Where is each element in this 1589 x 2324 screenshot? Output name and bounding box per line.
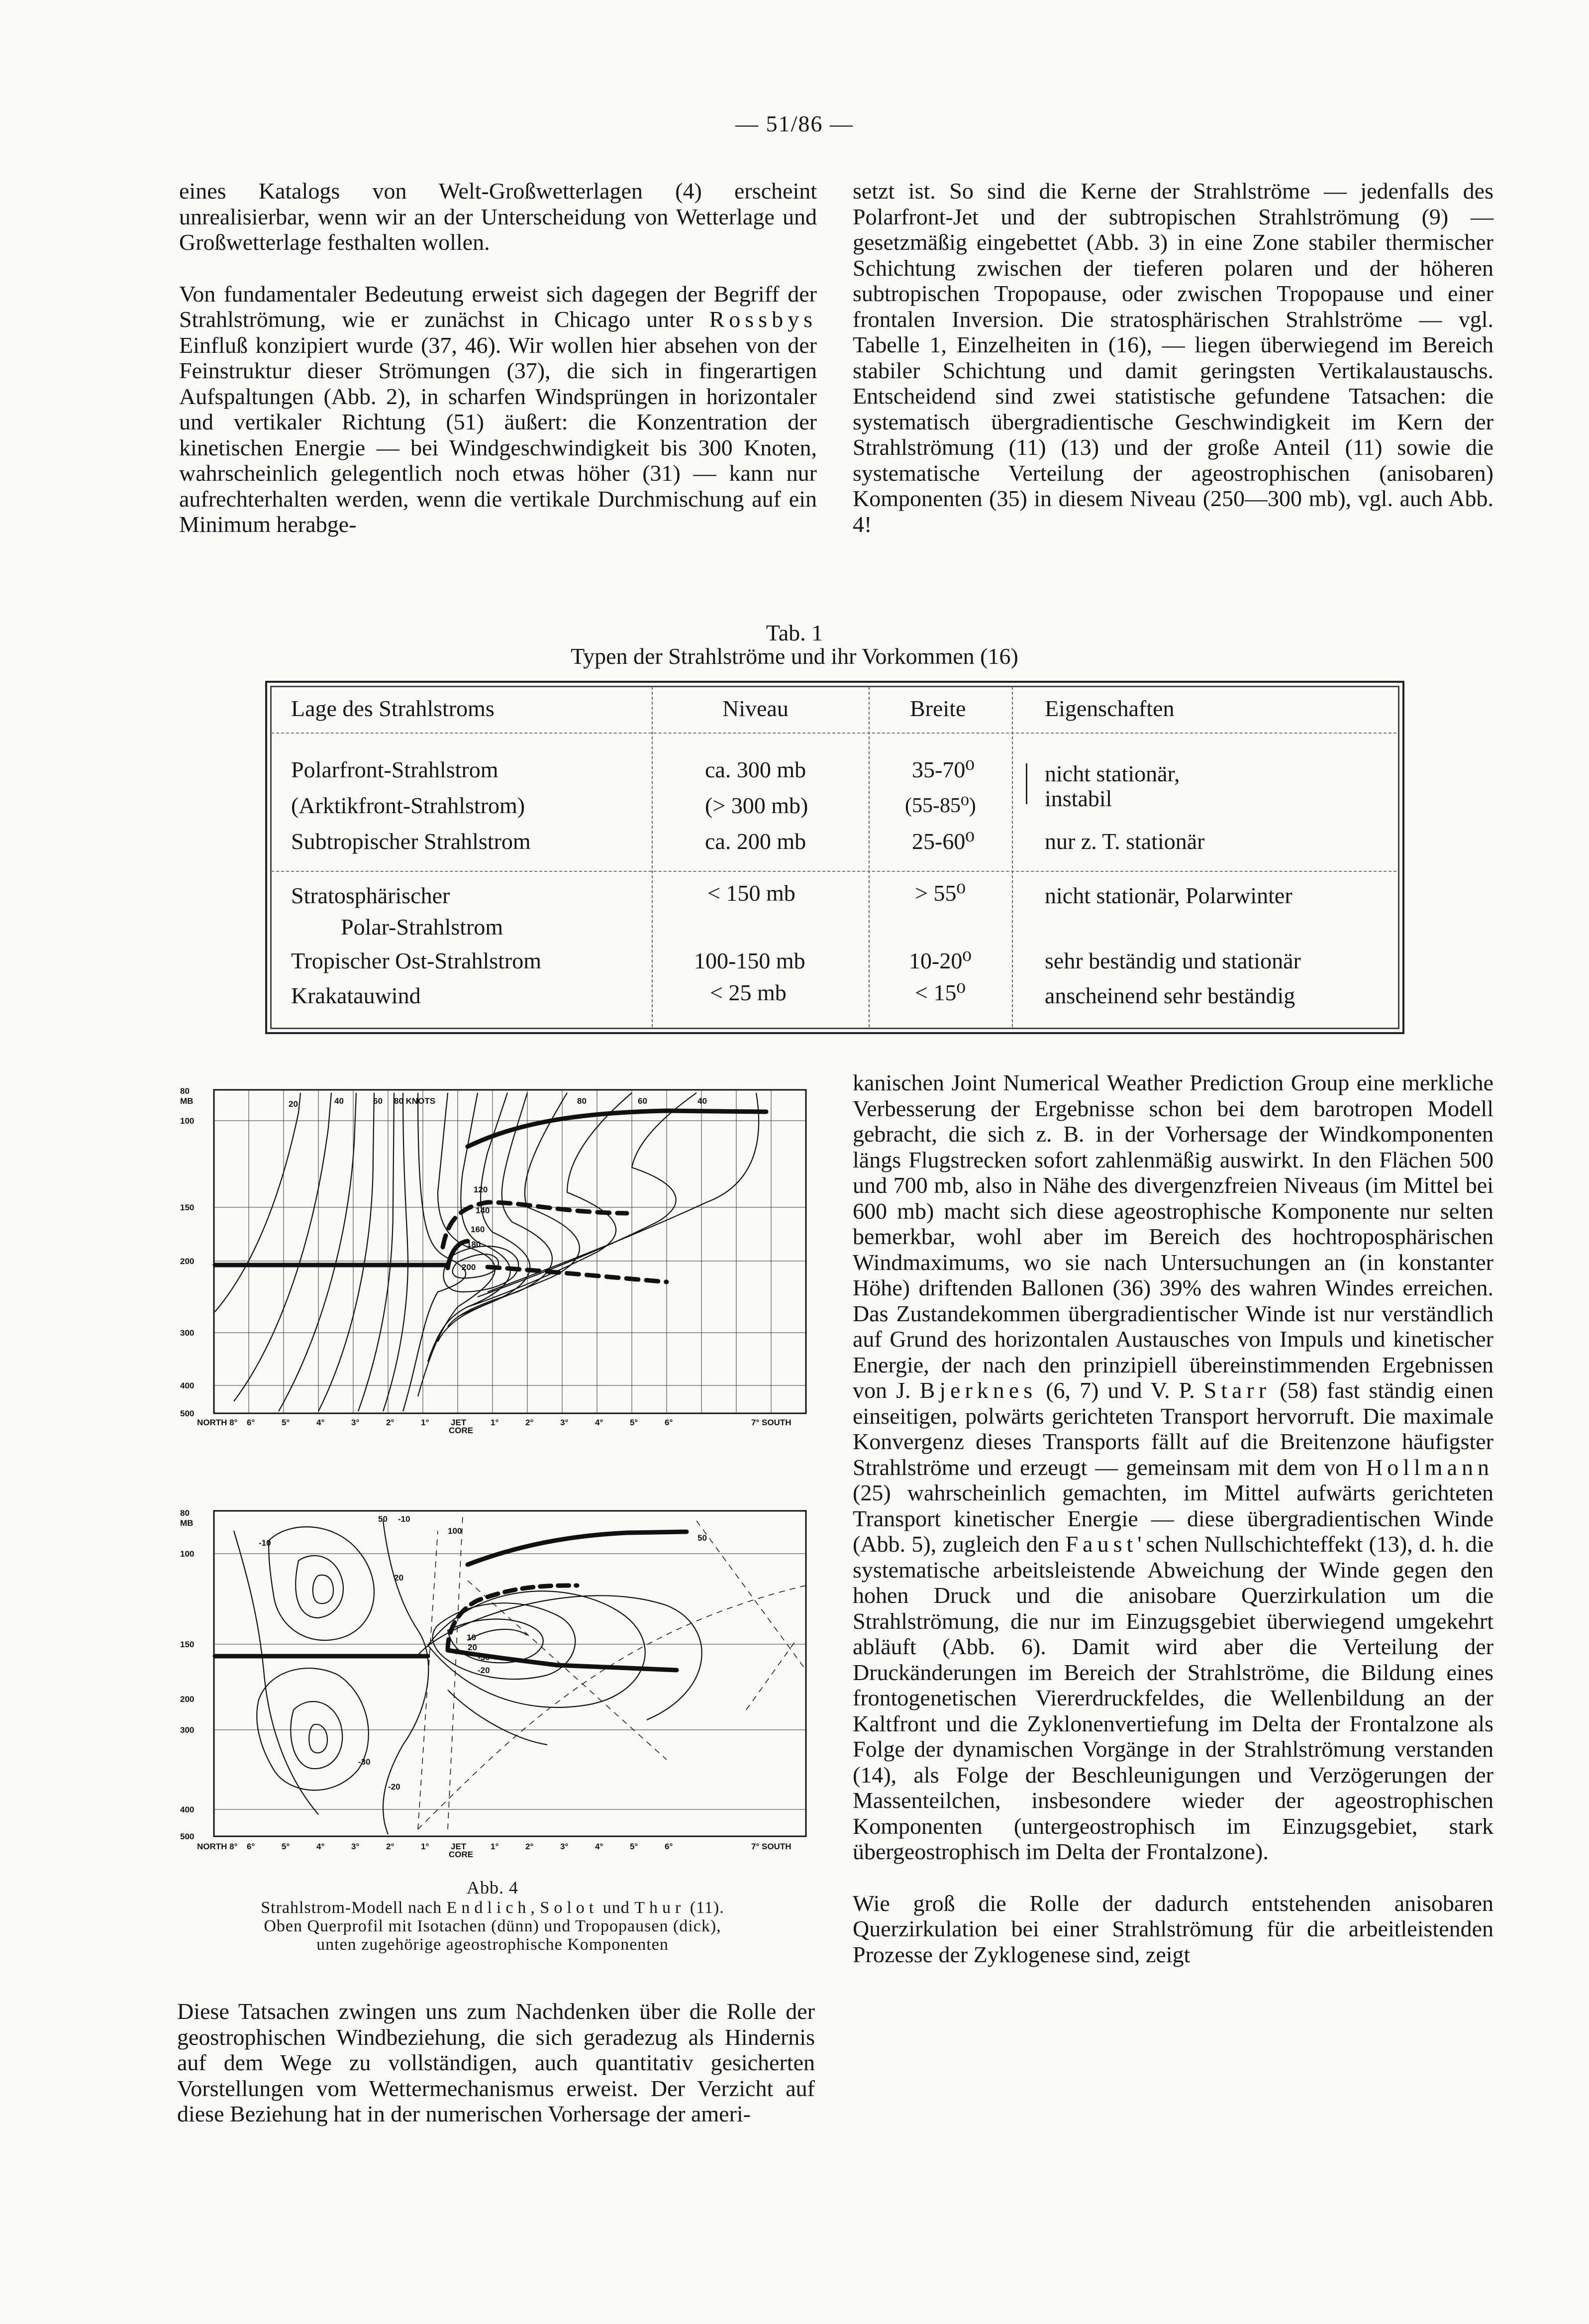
y-axis-label: MB: [180, 1096, 194, 1106]
paragraph: setzt ist. So sind die Kerne der Strahlströme — jedenfalls des Polarfront-Jet und der subtropischen Strahlströmung (9) — gesetzmäßig eingebettet (Abb. 3) in eine Zone stabiler thermischer Schichtung zwischen der tieferen polaren und der höheren subtropischen Tropopause, oder zwischen Tropopause und einer frontalen Inversion. Die stratosphärischen Strahlströme — vgl. Tabelle 1, Einzelheiten in (16), — liegen überwiegend im Bereich stabiler Schichtung und damit geringsten Vertikalaustauschs. Entscheidend sind zwei statistische gefundene Tatsachen: die systematisch übergradientische Geschwindigkeit im Kern der Strahlströmung (11) (13) und der große Anteil (11) sowie die systematische Verteilung der ageostrophischen (anisobaren) Komponenten (35) in diesem Niveau (250—300 mb), vgl. auch Abb. 4!: [853, 178, 1493, 537]
figure-caption-line1: Strahlstrom-Modell nach Endlich, Solot und Thur (11).: [261, 1899, 724, 1917]
pressure-tick: 100: [180, 1116, 195, 1126]
table-cell: nicht stationär, Polarwinter: [1045, 883, 1292, 908]
isotach-label: 120: [474, 1185, 488, 1194]
paragraph: Diese Tatsachen zwingen uns zum Nachdenken über die Rolle der geostrophischen Windbeziehung, die sich geradezug als Hindernis auf dem Wege zu vollständigen, auch quantitativ gesicherten Vorstellungen vom Wettermechanismus erweist. Der Verzicht auf diese Beziehung hat in der numerischen Vorhersage der ameri-: [177, 1999, 815, 2126]
x-label: 5°: [282, 1418, 290, 1427]
right-column-top: [853, 178, 1493, 537]
x-core-label: CORE: [449, 1426, 474, 1435]
x-label: 4°: [316, 1842, 325, 1851]
x-label: 3°: [351, 1842, 360, 1851]
table-cell: (> 300 mb): [705, 793, 808, 818]
component-label: -30: [478, 1653, 490, 1662]
left-column-bottom: [177, 1999, 815, 2127]
table-cell: ca. 300 mb: [705, 757, 806, 782]
x-core-label: CORE: [449, 1850, 474, 1859]
component-label: 50: [697, 1533, 707, 1543]
header-eigenschaften: Eigenschaften: [1045, 696, 1175, 721]
top-panel: [180, 1086, 806, 1435]
page-number: — 51/86 —: [735, 111, 854, 136]
x-label: 1°: [421, 1842, 429, 1851]
paragraph: Von fundamentaler Bedeutung erweist sich dagegen der Begriff der Strahlströmung, wie er zunächst in Chicago unter Rossbys Einfluß konzipiert wurde (37, 46). Wir wollen hier absehen von der Feinstruktur dieser Strömungen (37), die sich in fingerartigen Aufspaltungen (Abb. 2), in scharfen Windsprüngen in horizontaler und vertikaler Richtung (51) äußert: die Konzentration der kinetischen Energie — bei Windgeschwindigkeit bis 300 Knoten, wahrscheinlich gelegentlich noch etwas höher (31) — kann nur aufrechterhalten werden, wenn die vertikale Durchmischung auf ein Minimum herabge-: [179, 281, 817, 537]
x-label: JET: [451, 1842, 467, 1851]
pressure-tick: 400: [180, 1381, 195, 1390]
jetstream-cross-section-figure: [169, 1083, 815, 1909]
isotach-label: 60: [638, 1096, 647, 1106]
pressure-tick: 150: [180, 1640, 195, 1649]
x-label: 1°: [421, 1418, 429, 1427]
isotach-label: 180: [467, 1240, 481, 1249]
jetstream-table: [265, 681, 1404, 1034]
isotach-label: 160: [471, 1225, 485, 1234]
component-label: 20: [394, 1573, 403, 1583]
y-axis-label: 80: [180, 1086, 190, 1096]
x-label: 6°: [665, 1842, 673, 1851]
table-cell: sehr beständig und stationär: [1045, 948, 1301, 973]
table-cell: instabil: [1045, 786, 1112, 811]
author-name: Hollmann: [1366, 1454, 1493, 1480]
header-niveau: Niveau: [722, 696, 789, 721]
table-cell: Polarfront-Strahlstrom: [291, 757, 498, 782]
table-cell: anscheinend sehr beständig: [1045, 983, 1295, 1008]
component-label: 10: [467, 1633, 476, 1642]
x-label: 3°: [560, 1842, 569, 1851]
table-cell: ca. 200 mb: [705, 829, 806, 854]
component-label: 20: [468, 1643, 477, 1652]
x-label: 5°: [282, 1842, 290, 1851]
isotach-label: 200: [462, 1263, 476, 1272]
isotach-label: 40: [697, 1096, 707, 1106]
x-label: 2°: [525, 1842, 534, 1851]
component-label: -30: [358, 1757, 371, 1767]
pressure-tick: 200: [180, 1257, 195, 1266]
bottom-panel: [180, 1508, 806, 1859]
table-label: Tab. 1: [766, 620, 823, 645]
x-label: 2°: [386, 1842, 395, 1851]
pressure-tick: 500: [180, 1409, 195, 1418]
author-name: Endlich: [446, 1899, 531, 1917]
figure-label: Abb. 4: [467, 1878, 518, 1898]
pressure-tick: 200: [180, 1694, 195, 1704]
table-cell: (55-85⁰): [905, 794, 976, 817]
table-cell: Krakatauwind: [291, 983, 421, 1008]
x-label: NORTH 8°: [197, 1418, 238, 1427]
pressure-tick: 500: [180, 1832, 195, 1841]
isotach-label: 140: [476, 1206, 490, 1215]
x-label: 1°: [491, 1418, 499, 1427]
x-label: 4°: [595, 1842, 603, 1851]
x-label: 6°: [665, 1418, 673, 1427]
x-label: 2°: [525, 1418, 534, 1427]
table-cell: 35-70⁰: [912, 757, 975, 782]
x-label: 2°: [386, 1418, 395, 1427]
pressure-tick: 100: [180, 1549, 195, 1559]
header-lage: Lage des Strahlstroms: [291, 696, 495, 721]
component-label: 50: [378, 1514, 388, 1524]
figure-caption-line2: Oben Querprofil mit Isotachen (dünn) und Tropopausen (dick),: [264, 1917, 721, 1935]
isotach-label: 40: [334, 1096, 344, 1106]
component-label: 100: [448, 1526, 462, 1536]
table-cell: 100-150 mb: [694, 948, 805, 973]
author-name: Rossbys: [709, 307, 817, 332]
x-label: 5°: [630, 1418, 638, 1427]
component-label: -20: [478, 1666, 490, 1675]
paragraph: eines Katalogs von Welt-Großwetterlagen (4) erscheint unrealisierbar, wenn wir an der Unterscheidung von Wetterlage und Großwetterlage festhalten wollen.: [179, 178, 817, 255]
pressure-tick: 150: [180, 1203, 195, 1212]
author-name: Solot: [540, 1899, 598, 1917]
table-cell: Polar-Strahlstrom: [341, 914, 503, 940]
y-axis-label: 80: [180, 1508, 190, 1518]
isotach-label: 60: [373, 1096, 383, 1106]
table-cell: Subtropischer Strahlstrom: [291, 829, 531, 854]
table-cell: > 55⁰: [915, 880, 966, 906]
x-label: 4°: [595, 1418, 603, 1427]
right-column-bottom: [853, 1070, 1493, 1967]
x-label: 3°: [351, 1418, 360, 1427]
paragraph: kanischen Joint Numerical Weather Prediction Group eine merkliche Verbesserung der Ergebnisse schon bei dem barotropen Modell gebracht, die sich z. B. in der Vorhersage der Windkomponenten längs Flugstrecken sofort zahlenmäßig auswirkt. In den Flächen 500 und 700 mb, also in Nähe des divergenzfreien Niveaus (im Mittel bei 600 mb) macht sich diese ageostrophische Komponente nur selten bemerkbar, wohl aber im Bereich des hochtroposphärischen Windmaximums, wo sie nach Untersuchungen an (in konstanter Höhe) driftenden Ballonen (36) 39% des wahren Windes erreichen. Das Zustandekommen übergradientischer Winde ist nur verständlich auf Grund des horizontalen Austausches von Impuls und kinetischer Energie, der nach den prinzipiell übereinstimmenden Ergebnissen von J. Bjerknes (6, 7) und V. P. Starr (58) fast ständig einen einseitigen, polwärts gerichteten Transport hervorruft. Die maximale Konvergenz dieses Transports fällt auf die Breitenzone häufigster Strahlströme und erzeugt — gemeinsam mit dem von Hollmann (25) wahrscheinlich gemachten, im Mittel aufwärts gerichteten Transport kinetischer Energie — diese übergradientischen Winde (Abb. 5), zugleich den Faust'schen Nullschichteffekt (13), d. h. die systematische arbeitsleistende Abweichung der Winde gegen den hohen Druck und die anisobare Querzirkulation um die Strahlströmung, die nur im Einzugsgebiet überwiegend umgekehrt abläuft (Abb. 6). Damit wird aber die Verteilung der Druckänderungen im Bereich der Strahlströme, die Bildung eines frontogenetischen Viererdruckfeldes, die Wellenbildung an der Kaltfront und die Zyklonenvertiefung im Delta der Frontalzone als Folge der dynamischen Vorgänge in der Strahlströmung verstanden (14), als Folge der Beschleunigungen und Verzögerungen der Massenteilchen, insbesondere wieder der ageostrophischen Komponenten (untergeostrophisch im Einzugsgebiet, stark übergeostrophisch im Delta der Frontalzone).: [853, 1070, 1493, 1864]
table-cell: nur z. T. stationär: [1045, 829, 1205, 854]
author-name: Bjerknes: [919, 1377, 1037, 1403]
x-label: 7° SOUTH: [751, 1418, 792, 1427]
x-label: 4°: [316, 1418, 325, 1427]
table-cell: (Arktikfront-Strahlstrom): [291, 793, 525, 818]
isotach-label: 80: [577, 1096, 587, 1106]
figure-caption-line3: unten zugehörige ageostrophische Komponenten: [316, 1935, 669, 1954]
x-label: NORTH 8°: [197, 1842, 238, 1851]
x-label: 5°: [630, 1842, 638, 1851]
table-cell: < 150 mb: [707, 880, 795, 906]
component-label: -10: [259, 1538, 271, 1548]
header-breite: Breite: [910, 696, 966, 721]
table-caption: Typen der Strahlströme und ihr Vorkommen (16): [571, 643, 1018, 669]
table-cell: 25-60⁰: [912, 829, 975, 854]
author-name: Starr: [1203, 1377, 1271, 1403]
author-name: Thur: [634, 1899, 686, 1917]
x-label: JET: [451, 1418, 467, 1427]
component-label: -10: [398, 1514, 410, 1524]
isotach-label: 20: [289, 1099, 298, 1109]
x-label: 6°: [247, 1842, 255, 1851]
x-label: 6°: [247, 1418, 255, 1427]
x-label: 7° SOUTH: [751, 1842, 792, 1851]
table-cell: < 25 mb: [710, 980, 787, 1005]
paragraph: Wie groß die Rolle der dadurch entstehenden anisobaren Querzirkulation bei einer Strahlströmung für die arbeitleistenden Prozesse der Zyklogenese sind, zeigt: [853, 1890, 1493, 1967]
author-name: Faust': [1065, 1531, 1146, 1557]
pressure-tick: 300: [180, 1725, 195, 1735]
table-cell: Tropischer Ost-Strahlstrom: [291, 948, 542, 973]
table-cell: < 15⁰: [915, 980, 966, 1005]
table-cell: 10-20⁰: [909, 948, 972, 973]
pressure-tick: 300: [180, 1328, 195, 1338]
pressure-tick: 400: [180, 1805, 195, 1814]
left-column-top: [179, 178, 817, 537]
isotach-label: 80 KNOTS: [394, 1096, 436, 1106]
table-cell: Stratosphärischer: [291, 883, 450, 908]
x-label: 1°: [491, 1842, 499, 1851]
table-cell: nicht stationär,: [1045, 761, 1180, 786]
x-label: 3°: [560, 1418, 569, 1427]
component-label: -20: [388, 1782, 400, 1792]
y-axis-label: MB: [180, 1518, 194, 1528]
